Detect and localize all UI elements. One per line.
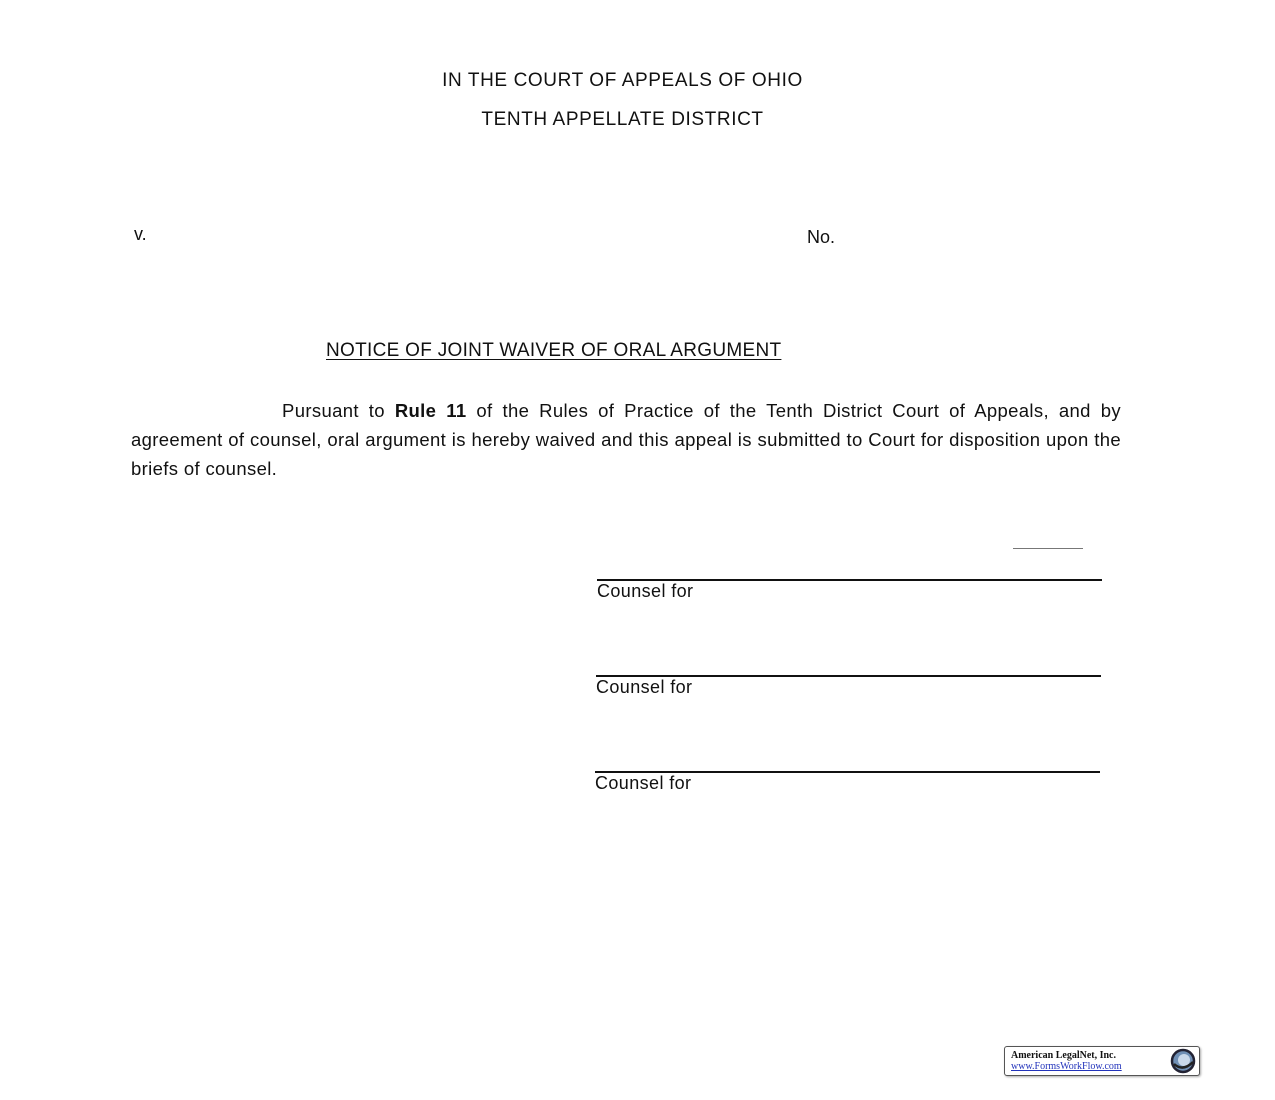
- signature-label: Counsel for: [595, 773, 692, 793]
- body-text-pre: Pursuant to: [282, 400, 395, 421]
- body-paragraph: [131, 396, 1121, 483]
- logo-company-name: American LegalNet, Inc.: [1011, 1050, 1116, 1061]
- footer-logo[interactable]: [1004, 1046, 1200, 1076]
- case-number-label: No.: [807, 227, 836, 247]
- stray-mark: [1013, 548, 1083, 549]
- signature-block-2: [596, 675, 1101, 698]
- globe-icon: [1170, 1048, 1196, 1074]
- court-name: IN THE COURT OF APPEALS OF OHIO: [442, 70, 803, 91]
- signature-label: Counsel for: [597, 581, 694, 601]
- versus-label: v.: [134, 224, 147, 244]
- logo-url-link[interactable]: www.FormsWorkFlow.com: [1011, 1061, 1122, 1072]
- signature-block-1: [597, 579, 1102, 602]
- signature-label: Counsel for: [596, 677, 693, 697]
- document-title: NOTICE OF JOINT WAIVER OF ORAL ARGUMENT: [326, 340, 782, 361]
- appellate-district: TENTH APPELLATE DISTRICT: [481, 109, 764, 130]
- signature-block-3: [595, 771, 1100, 794]
- rule-reference: Rule 11: [394, 400, 467, 421]
- body-text-post: of the Rules of Practice of the Tenth District Court of Appeals, and by agreement of counsel, oral argument is hereby waived and this appeal is submitted to Court for disposition upon the briefs of counsel.: [131, 400, 1121, 479]
